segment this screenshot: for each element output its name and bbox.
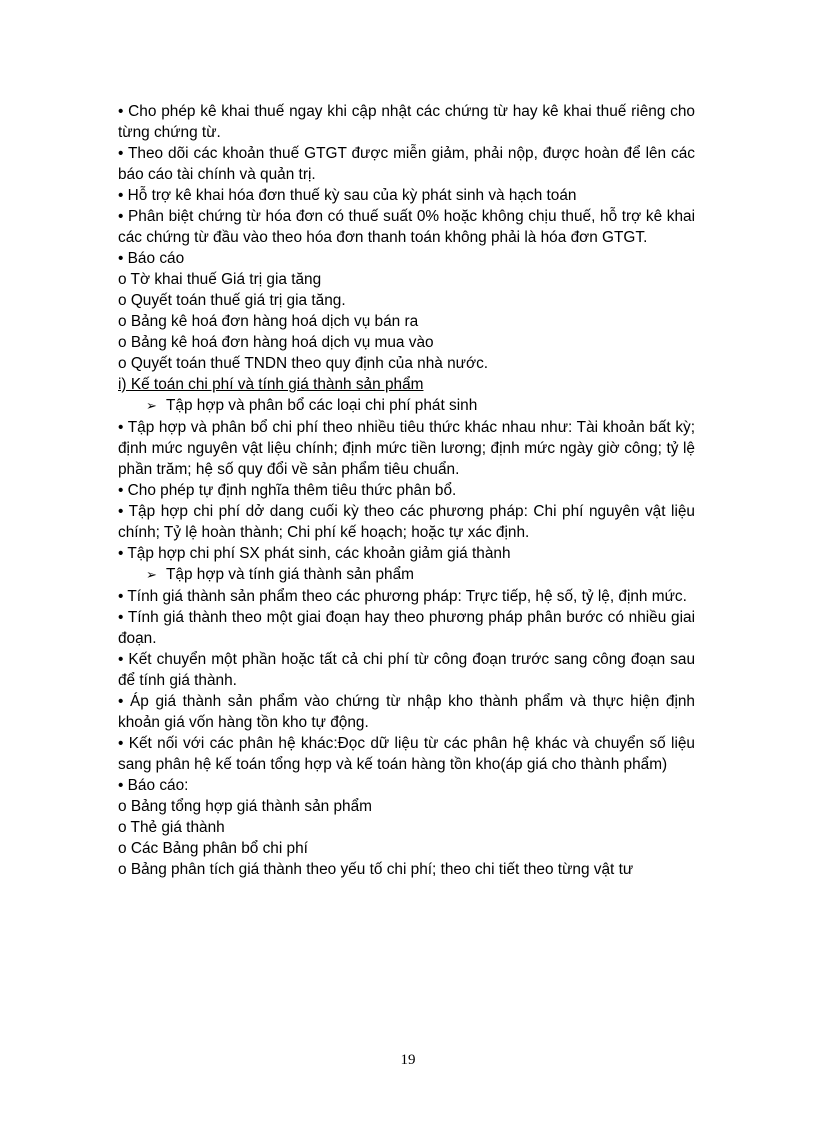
sub-heading-1 <box>118 395 695 417</box>
sub-heading-2 <box>118 564 695 586</box>
section-heading: i) Kế toán chi phí và tính giá thành sản phẩm <box>118 376 424 393</box>
list-item: o Quyết toán thuế TNDN theo quy định của nhà nước. <box>118 355 489 372</box>
paragraph: • Tính giá thành theo một giai đoạn hay theo phương pháp phân bước có nhiều giai đoạn. <box>118 609 695 647</box>
list-item: o Bảng kê hoá đơn hàng hoá dịch vụ mua vào <box>118 334 434 351</box>
list-item: o Tờ khai thuế Giá trị gia tăng <box>118 271 322 288</box>
arrow-bullet-icon: ➢ <box>146 399 157 414</box>
list-item: o Bảng tổng hợp giá thành sản phẩm <box>118 798 372 815</box>
list-item: o Bảng phân tích giá thành theo yếu tố chi phí; theo chi tiết theo từng vật tư <box>118 861 634 878</box>
paragraph: • Theo dõi các khoản thuế GTGT được miễn giảm, phải nộp, được hoàn để lên các báo cáo tài chính và quản trị. <box>118 145 695 183</box>
paragraph: • Báo cáo <box>118 250 185 267</box>
paragraph: • Kết chuyển một phần hoặc tất cả chi phí từ công đoạn trước sang công đoạn sau để tính giá thành. <box>118 651 695 689</box>
paragraph: • Tập hợp và phân bổ chi phí theo nhiều tiêu thức khác nhau như: Tài khoản bất kỳ; định mức nguyên vật liệu chính; định mức tiền lương; định mức ngày giờ công; tỷ lệ phần trăm; hệ số quy đổi về sản phẩm tiêu chuẩn. <box>118 419 695 478</box>
sub-heading-label: Tập hợp và tính giá thành sản phẩm <box>166 566 414 583</box>
list-item: o Các Bảng phân bổ chi phí <box>118 840 308 857</box>
paragraph: • Báo cáo: <box>118 777 189 794</box>
paragraph: • Hỗ trợ kê khai hóa đơn thuế kỳ sau của kỳ phát sinh và hạch toán <box>118 187 577 204</box>
page-number: 19 <box>400 1052 416 1068</box>
document-body <box>118 101 695 880</box>
paragraph: • Cho phép kê khai thuế ngay khi cập nhật các chứng từ hay kê khai thuế riêng cho từng chứng từ. <box>118 103 695 141</box>
list-item: o Bảng kê hoá đơn hàng hoá dịch vụ bán ra <box>118 313 419 330</box>
paragraph: • Tập hợp chi phí SX phát sinh, các khoản giảm giá thành <box>118 545 511 562</box>
list-item: o Thẻ giá thành <box>118 819 225 836</box>
paragraph: • Tính giá thành sản phẩm theo các phương pháp: Trực tiếp, hệ số, tỷ lệ, định mức. <box>118 588 687 605</box>
arrow-bullet-icon: ➢ <box>146 568 157 583</box>
paragraph: • Tập hợp chi phí dở dang cuối kỳ theo các phương pháp: Chi phí nguyên vật liệu chính; Tỷ lệ hoàn thành; Chi phí kế hoạch; hoặc tự xác định. <box>118 503 695 541</box>
paragraph: • Cho phép tự định nghĩa thêm tiêu thức phân bổ. <box>118 482 457 499</box>
list-item: o Quyết toán thuế giá trị gia tăng. <box>118 292 346 309</box>
paragraph: • Kết nối với các phân hệ khác:Đọc dữ liệu từ các phân hệ khác và chuyển số liệu sang phân hệ kế toán tổng hợp và kế toán hàng tồn kho(áp giá cho thành phẩm) <box>118 735 695 773</box>
paragraph: • Phân biệt chứng từ hóa đơn có thuế suất 0% hoặc không chịu thuế, hỗ trợ kê khai các chứng từ đầu vào theo hóa đơn thanh toán không phải là hóa đơn GTGT. <box>118 208 695 246</box>
sub-heading-label: Tập hợp và phân bổ các loại chi phí phát sinh <box>166 397 478 414</box>
paragraph: • Áp giá thành sản phẩm vào chứng từ nhập kho thành phẩm và thực hiện định khoản giá vốn hàng tồn kho tự động. <box>118 693 695 731</box>
